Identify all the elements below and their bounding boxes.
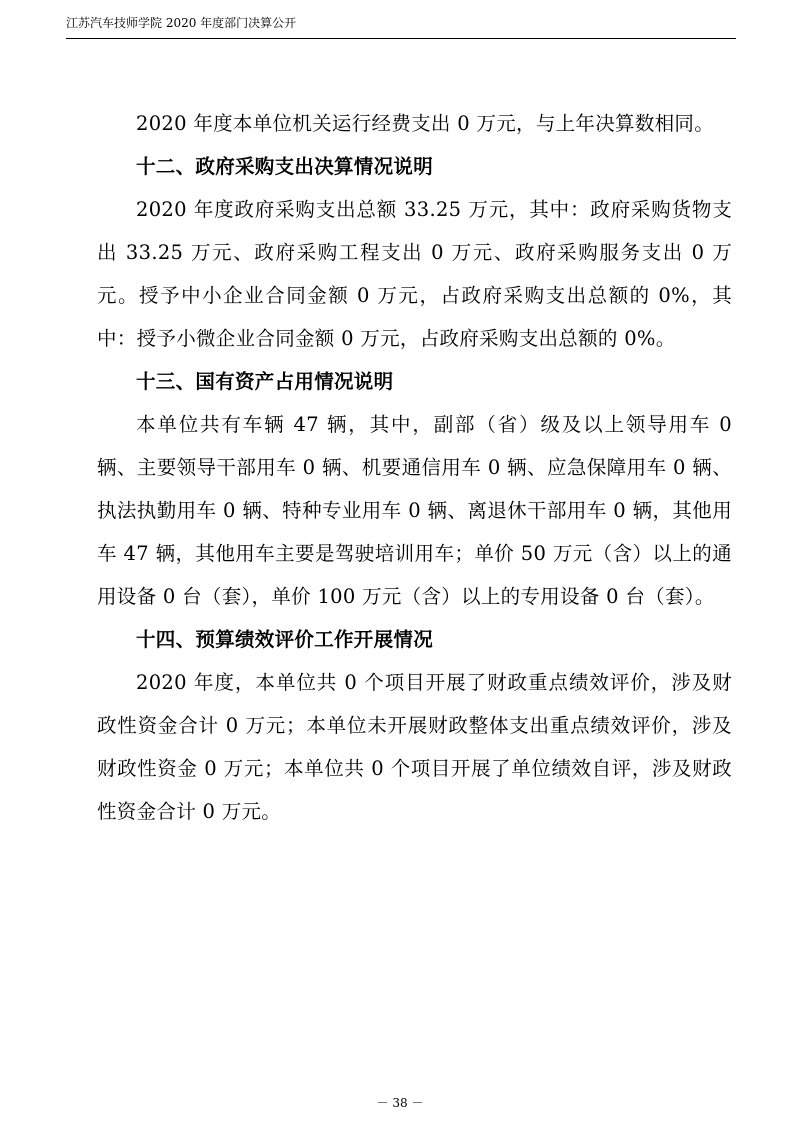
page-number: － 38 － [376,1096,424,1110]
page-header: 江苏汽车技师学院 2020 年度部门决算公开 [66,16,297,30]
paragraph-performance-evaluation: 2020 年度，本单位共 0 个项目开展了财政重点绩效评价，涉及财政性资金合计 0 万元；本单位未开展财政整体支出重点绩效评价，涉及财政性资金 0 万元；本单位共 0 个项目开展了单位绩效自评，涉及财政性资金合计 0 万元。 [97,671,732,823]
document-body [97,102,732,833]
paragraph-procurement: 2020 年度政府采购支出总额 33.25 万元，其中：政府采购货物支出 33.25 万元、政府采购工程支出 0 万元、政府采购服务支出 0 万元。授予中小企业合同金额 0 万元，占政府采购支出总额的 0%，其中：授予小微企业合同金额 0 万元，占政府采购支出总额的 0%。 [97,198,732,350]
paragraph-operating-expenses: 2020 年度本单位机关运行经费支出 0 万元，与上年决算数相同。 [136,112,715,135]
section-heading-performance-evaluation: 十四、预算绩效评价工作开展情况 [136,628,434,651]
paragraph-state-assets: 本单位共有车辆 47 辆，其中，副部（省）级及以上领导用车 0 辆、主要领导干部用车 0 辆、机要通信用车 0 辆、应急保障用车 0 辆、执法执勤用车 0 辆、特种专业用车 0 辆、离退休干部用车 0 辆，其他用车 47 辆，其他用车主要是驾驶培训用车；单价 50 万元（含）以上的通用设备 0 台（套），单价 100 万元（含）以上的专用设备 0 台（套）。 [97,413,732,608]
section-heading-state-assets: 十三、国有资产占用情况说明 [136,370,394,393]
header-divider [66,38,736,39]
section-heading-procurement: 十二、政府采购支出决算情况说明 [136,155,434,178]
